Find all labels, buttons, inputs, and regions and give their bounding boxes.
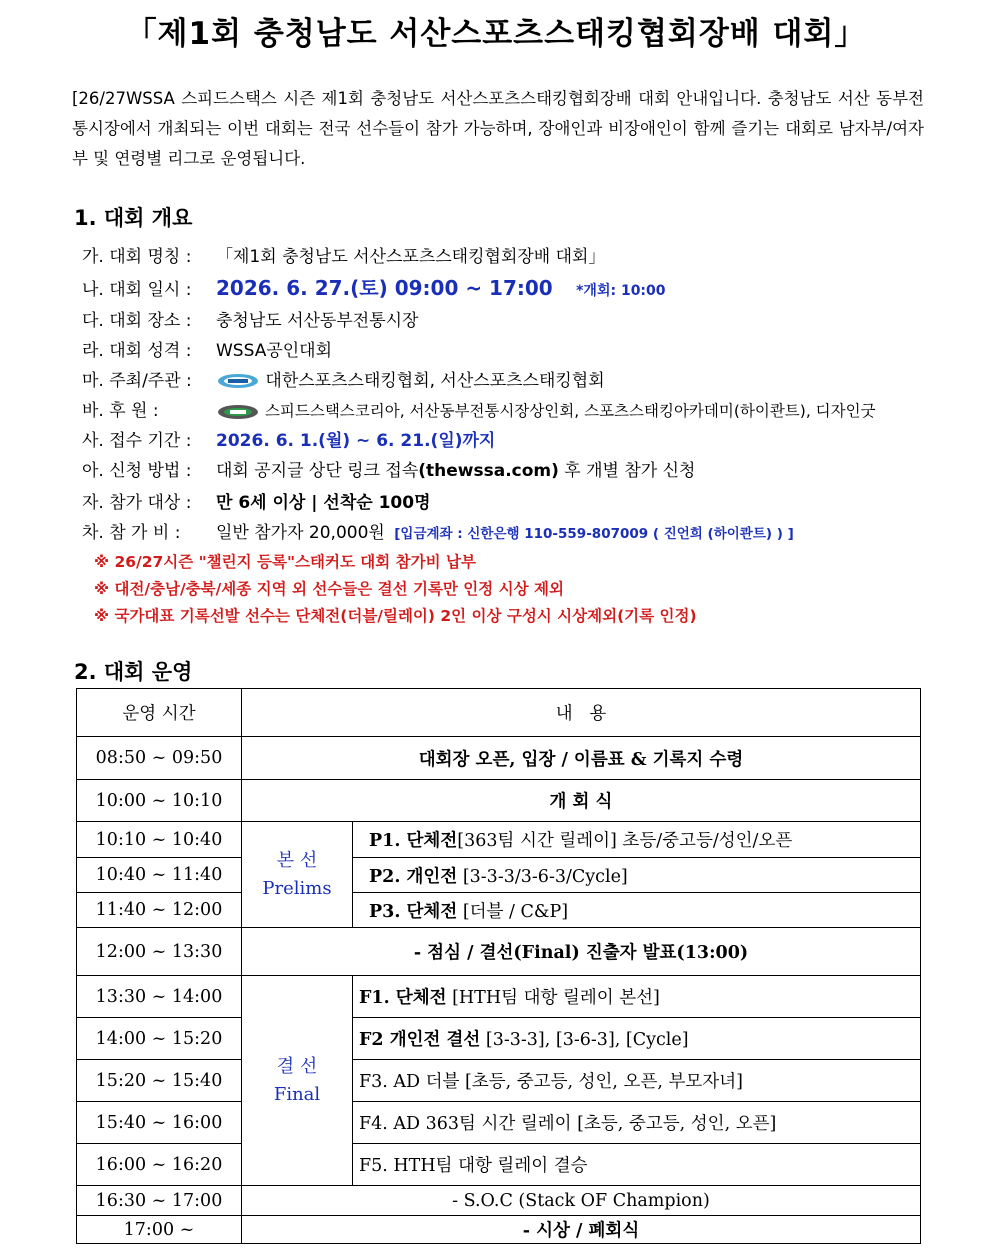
prelims-label-en: Prelims (262, 877, 332, 899)
time-cell: 10:40 ~ 11:40 (77, 858, 242, 893)
info-row-type (82, 336, 332, 361)
info-label: 자. 참가 대상 : (82, 493, 192, 513)
table-row (77, 976, 921, 1018)
info-row-date (82, 272, 666, 301)
info-value: 일반 참가자 20,000원 (216, 523, 385, 543)
event-date: 2026. 6. 27.(토) 09:00 ~ 17:00 (216, 276, 553, 300)
event-detail: [HTH팀 대항 릴레이 본선] (446, 988, 660, 1008)
info-row-fee (82, 518, 794, 543)
info-value: 스피드스택스코리아, 서산동부전통시장상인회, 스포츠스태킹아카데미(하이콴트), 디자인굿 (264, 402, 876, 420)
info-label: 바. 후 원 : (82, 401, 159, 421)
info-row-target (82, 488, 431, 513)
info-row-registration (82, 426, 495, 451)
event-code: F4. AD 363팀 시간 릴레이 (359, 1114, 572, 1134)
info-value: 대한스포츠스태킹협회, 서산스포츠스태킹협회 (265, 371, 605, 391)
opening-time: *개회: 10:00 (576, 283, 666, 299)
time-cell: 08:50 ~ 09:50 (77, 737, 242, 780)
event-code: F5. HTH팀 대항 릴레이 결승 (359, 1156, 588, 1176)
event-code: F1. 단체전 (359, 988, 447, 1008)
info-value: 「제1회 충청남도 서산스포츠스태킹협회장배 대회」 (216, 247, 606, 267)
note-3: ※ 국가대표 기록선발 선수는 단체전(더블/릴레이) 2인 이상 구성시 시상제외(기록 인정) (94, 607, 697, 625)
info-label: 가. 대회 명칭 : (82, 247, 192, 267)
time-cell: 10:00 ~ 10:10 (77, 780, 242, 822)
speedstacks-logo-icon (216, 403, 260, 421)
info-value: 만 6세 이상 | 선착순 100명 (216, 493, 431, 513)
time-cell: 15:20 ~ 15:40 (77, 1060, 242, 1102)
table-row (77, 893, 921, 928)
content-cell: - 점심 / 결선(Final) 진출자 발표(13:00) (242, 928, 921, 976)
content-cell (353, 976, 921, 1018)
event-detail: [더블 / C&P] (457, 901, 569, 922)
table-row (77, 737, 921, 780)
prelims-label-ko: 본 선 (276, 849, 318, 871)
table-row (77, 1216, 921, 1244)
apply-link[interactable]: (thewssa.com) (418, 461, 559, 481)
info-label: 아. 신청 방법 : (82, 461, 192, 481)
page-title: 「제1회 충청남도 서산스포츠스태킹협회장배 대회」 (125, 16, 867, 52)
section1-heading: 1. 대회 개요 (74, 206, 193, 230)
content-cell (353, 1144, 921, 1186)
table-row (77, 928, 921, 976)
final-section-cell (242, 976, 353, 1186)
event-code: F2 개인전 결선 (359, 1030, 481, 1050)
table-row (77, 1186, 921, 1216)
content-cell (353, 822, 921, 858)
note-1: ※ 26/27시즌 "챌린지 등록"스태커도 대회 참가비 납부 (94, 553, 476, 571)
event-code: P3. 단체전 (369, 901, 458, 922)
content-cell: 대회장 오픈, 입장 / 이름표 & 기록지 수령 (242, 737, 921, 780)
time-cell: 13:30 ~ 14:00 (77, 976, 242, 1018)
info-label: 사. 접수 기간 : (82, 431, 192, 451)
info-row-sponsor (82, 396, 876, 421)
time-cell: 12:00 ~ 13:30 (77, 928, 242, 976)
table-row (77, 858, 921, 893)
info-label: 차. 참 가 비 : (82, 523, 181, 543)
event-code: P1. 단체전 (369, 831, 458, 851)
info-label: 나. 대회 일시 : (82, 280, 192, 300)
time-cell: 11:40 ~ 12:00 (77, 893, 242, 928)
event-code: P2. 개인전 (369, 866, 458, 887)
content-cell (353, 1018, 921, 1060)
note-2: ※ 대전/충남/충북/세종 지역 외 선수들은 결선 기록만 인정 시상 제외 (94, 580, 564, 598)
intro-paragraph: [26/27WSSA 스피드스택스 시즌 제1회 충청남도 서산스포츠스태킹협회장배 대회 안내입니다. 충청남도 서산 동부전통시장에서 개최되는 이번 대회는 전국 선수들이 참가 가능하며, 장애인과 비장애인이 함께 즐기는 대회로 남자부/여자부 및 연령별 리그로 운영됩니다. (72, 89, 924, 168)
content-cell: 개 회 식 (242, 780, 921, 822)
content-cell (353, 858, 921, 893)
event-code: F3. AD 더블 (359, 1072, 460, 1092)
table-row (77, 1144, 921, 1186)
event-detail: [363팀 시간 릴레이] 초등/중고등/성인/오픈 (457, 831, 793, 851)
event-detail: [초등, 중고등, 성인, 오픈, 부모자녀] (459, 1072, 743, 1092)
registration-period: 2026. 6. 1.(월) ~ 6. 21.(일)까지 (216, 431, 496, 451)
column-header-time: 운영 시간 (77, 689, 242, 737)
info-row-venue (82, 306, 418, 331)
time-cell: 17:00 ~ (77, 1216, 242, 1244)
table-row (77, 822, 921, 858)
time-cell: 16:00 ~ 16:20 (77, 1144, 242, 1186)
info-label: 마. 주최/주관 : (82, 371, 192, 391)
table-row (77, 1102, 921, 1144)
info-row-apply (82, 456, 695, 481)
info-label: 라. 대회 성격 : (82, 341, 192, 361)
info-value: 충청남도 서산동부전통시장 (216, 311, 419, 331)
info-row-host (82, 366, 605, 391)
content-cell: - S.O.C (Stack OF Champion) (242, 1186, 921, 1216)
content-cell (353, 893, 921, 928)
time-cell: 15:40 ~ 16:00 (77, 1102, 242, 1144)
table-row (77, 780, 921, 822)
table-row (77, 1018, 921, 1060)
final-label-ko: 결 선 (276, 1055, 318, 1077)
event-detail: [초등, 중고등, 성인, 오픈] (571, 1114, 777, 1134)
time-cell: 10:10 ~ 10:40 (77, 822, 242, 858)
event-detail: [3-3-3], [3-6-3], [Cycle] (480, 1030, 689, 1050)
table-header-row (77, 689, 921, 737)
column-header-content: 내 용 (242, 689, 921, 737)
time-cell: 14:00 ~ 15:20 (77, 1018, 242, 1060)
schedule-table (76, 688, 921, 1244)
table-row (77, 1060, 921, 1102)
info-label: 다. 대회 장소 : (82, 311, 192, 331)
content-cell (353, 1060, 921, 1102)
prelims-section-cell (242, 822, 353, 928)
info-row-name (82, 242, 605, 267)
apply-text: 대회 공지글 상단 링크 접속 (216, 461, 419, 481)
content-cell (353, 1102, 921, 1144)
wssa-logo-icon (216, 372, 260, 390)
section2-heading: 2. 대회 운영 (74, 660, 193, 684)
info-value: WSSA공인대회 (216, 341, 333, 361)
content-cell: - 시상 / 폐회식 (242, 1216, 921, 1244)
bank-account: [입금계좌 : 신한은행 110-559-807009 ( 진언희 (하이콴트) ) ] (394, 526, 794, 542)
final-label-en: Final (273, 1083, 321, 1105)
event-detail: [3-3-3/3-6-3/Cycle] (457, 866, 628, 887)
apply-text-post: 후 개별 참가 신청 (558, 461, 696, 481)
time-cell: 16:30 ~ 17:00 (77, 1186, 242, 1216)
